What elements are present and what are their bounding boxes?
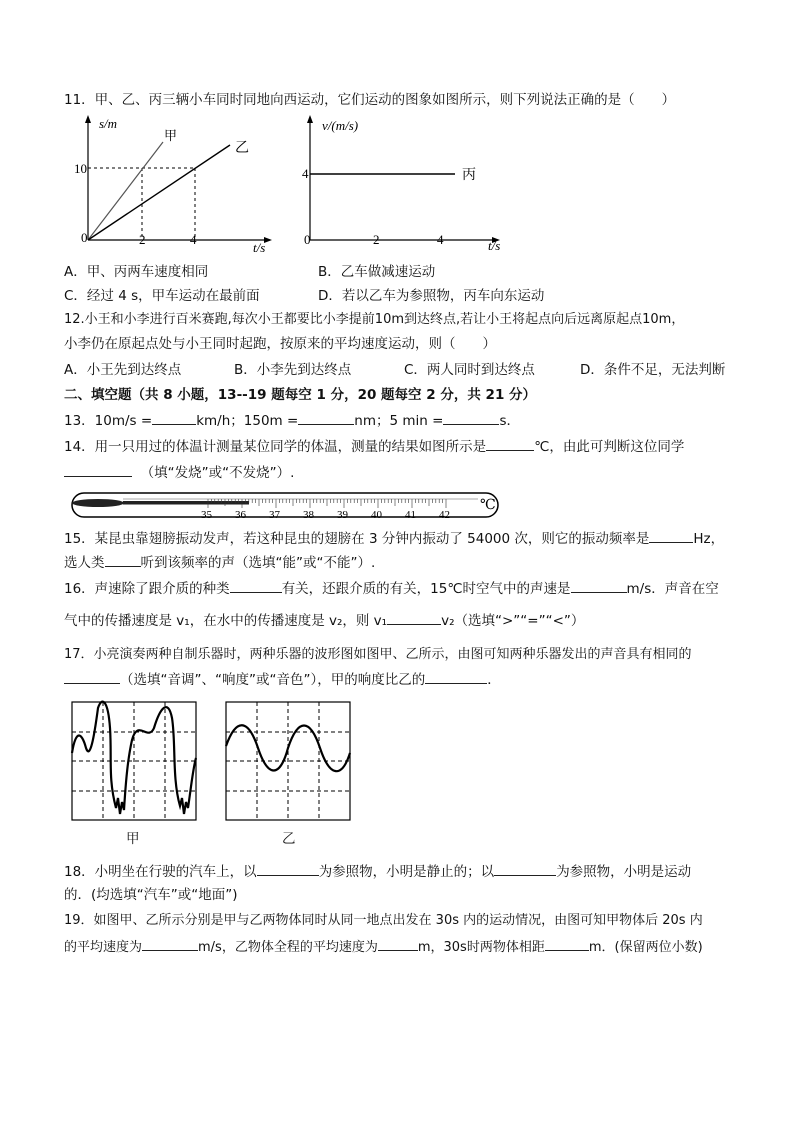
tick-2: 2 xyxy=(139,232,146,247)
waveform-jia xyxy=(68,698,200,824)
tick-0-v: 0 xyxy=(304,232,311,247)
q11-option-b: B．乙车做减速运动 xyxy=(318,264,436,280)
q12-option-c: C．两人同时到达终点 xyxy=(404,362,535,378)
thermometer-tick-label: 42 xyxy=(439,509,450,520)
label-jia: 甲 xyxy=(164,128,178,143)
q13: 13．10m/s = km/h；150m = nm；5 min = s． xyxy=(64,413,520,429)
q19-line2: 的平均速度为 m/s，乙物体全程的平均速度为 m，30s时两物体相距 m．(保留两位小数) xyxy=(64,937,754,957)
q12-option-b: B．小李先到达终点 xyxy=(234,362,352,378)
label-bing: 丙 xyxy=(462,168,476,183)
q18-line1: 18．小明坐在行驶的汽车上，以 为参照物，小明是静止的；以 为参照物，小明是运动 xyxy=(64,864,692,880)
tick-2-v: 2 xyxy=(373,232,380,247)
graph-s-t xyxy=(66,112,280,252)
q12-line1: 12.小王和小李进行百米赛跑,每次小王都要比小李提前10m到达终点,若让小王将起点向后远离原起点10m， xyxy=(64,312,685,327)
q11-option-a: A．甲、丙两车速度相同 xyxy=(64,264,209,280)
q12-line2: 小李仍在原起点处与小王同时起跑，按原来的平均速度运动，则（ ） xyxy=(64,336,496,352)
thermometer-unit: ℃ xyxy=(480,498,496,513)
thermometer-tick-label: 38 xyxy=(303,509,314,520)
tick-4-t: 4 xyxy=(437,232,444,247)
q15-line2: 选人类 听到该频率的声（选填“能”或“不能”）. xyxy=(64,555,376,571)
q12-option-a: A．小王先到达终点 xyxy=(64,362,182,378)
thermometer-tick-label: 37 xyxy=(269,509,280,520)
section-heading: 二、填空题（共 8 小题，13--19 题每空 1 分，20 题每空 2 分，共 21 分） xyxy=(64,387,537,403)
q19-line1: 19．如图甲、乙所示分别是甲与乙两物体同时从同一地点出发在 30s 内的运动情况，由图可知甲物体后 20s 内 xyxy=(64,913,703,928)
thermometer-bulb xyxy=(72,499,124,507)
q11-option-d: D．若以乙车为参照物，丙车向东运动 xyxy=(318,288,545,304)
thermometer-tick-label: 36 xyxy=(235,509,246,520)
thermometer-tick-label: 41 xyxy=(405,509,416,520)
graph-v-t xyxy=(300,112,510,252)
thermometer-tick-label: 40 xyxy=(371,509,382,520)
t-axis-label-2: t/s xyxy=(488,238,501,252)
tick-0: 0 xyxy=(81,230,88,245)
tick-10: 10 xyxy=(74,161,87,176)
q17-line1: 17．小亮演奏两种自制乐器时，两种乐器的波形图如图甲、乙所示，由图可知两种乐器发出的声音具有相同的 xyxy=(64,647,692,662)
waveform-jia-label: 甲 xyxy=(126,831,140,847)
q11-stem: 11．甲、乙、丙三辆小车同时同地向西运动，它们运动的图象如图所示，则下列说法正确的是（ ） xyxy=(64,92,676,108)
q14-line1: 14．用一只用过的体温计测量某位同学的体温，测量的结果如图所示是 ℃，由此可判断这位同学 xyxy=(64,439,685,455)
mercury-column xyxy=(123,501,249,505)
q14-line2: （填“发烧”或“不发烧”）. xyxy=(64,463,754,482)
line-jia xyxy=(88,142,163,240)
q18-line2: 的．(均选填“汽车”或“地面”) xyxy=(64,887,238,903)
q11-option-c: C．经过 4 s，甲车运动在最前面 xyxy=(64,288,260,304)
thermometer-tick-label: 39 xyxy=(337,509,348,520)
q15-line1: 15．某昆虫靠翅膀振动发声，若这种昆虫的翅膀在 3 分钟内振动了 54000 次，则它的振动频率是 Hz， xyxy=(64,531,725,547)
t-axis-label: t/s xyxy=(253,240,266,252)
tick-4: 4 xyxy=(190,232,197,247)
q16-line2: 气中的传播速度是 v₁，在水中的传播速度是 v₂，则 v₁ v₂（选填“>”“=”“<”） xyxy=(64,613,585,629)
waveform-yi-label: 乙 xyxy=(282,831,296,847)
q12-option-d: D．条件不足，无法判断 xyxy=(580,362,726,378)
v-axis-label: v/(m/s) xyxy=(322,118,359,133)
q17-line2: （选填“音调”、“响度”或“音色”），甲的响度比乙的 ． xyxy=(64,670,754,689)
thermometer-tick-label: 35 xyxy=(201,509,212,520)
line-yi xyxy=(88,145,230,240)
tick-4-v: 4 xyxy=(302,166,309,181)
s-axis-label: s/m xyxy=(99,116,118,131)
q16-line1: 16．声速除了跟介质的种类 有关，还跟介质的有关，15℃时空气中的声速是 m/s．声音在空 xyxy=(64,581,719,597)
thermometer xyxy=(68,490,502,520)
waveform-yi xyxy=(222,698,354,824)
label-yi: 乙 xyxy=(235,141,249,156)
